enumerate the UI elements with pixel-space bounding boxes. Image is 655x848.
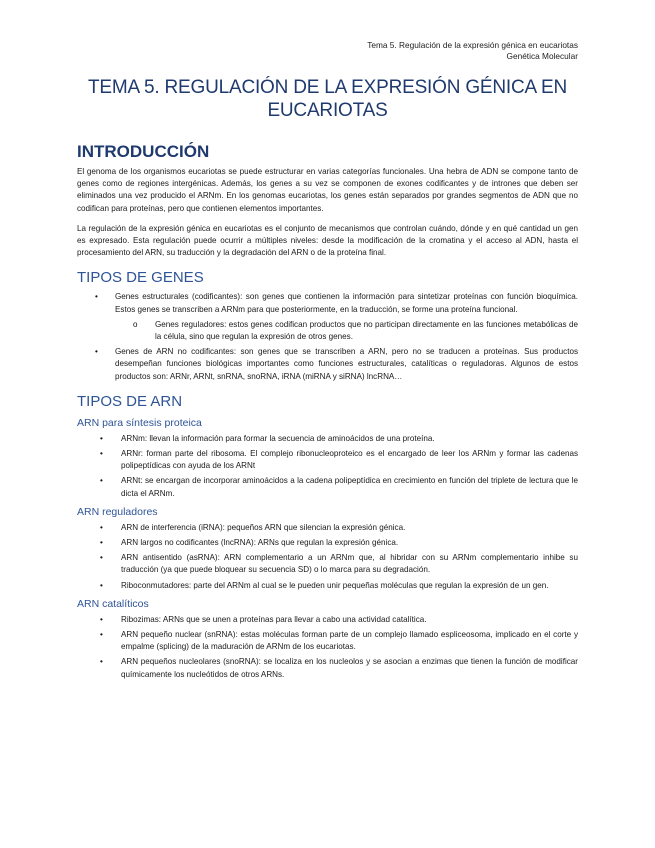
circle-bullet-icon: o [133, 319, 138, 329]
list-item-text: Genes de ARN no codificantes: son genes que se transcriben a ARN, pero no se traducen a proteínas. Sus productos desempeñan funciones biológicas importantes como funciones estructurales, catalíticas o reguladoras. Algunos de estos productos son: ARNr, ARNt, snRNA, snoRNA, iRNA (miRNA y siRNA) lncRNA… [115, 347, 578, 381]
arn-types-section [77, 393, 578, 681]
bullet-icon: • [100, 657, 103, 667]
protein-synthesis-heading: ARN para síntesis proteica [77, 416, 202, 429]
list-item [77, 656, 578, 680]
list-item-text: Riboconmutadores: parte del ARNm al cual se le pueden unir pequeñas moléculas que regulan la expresión de un gen. [121, 580, 549, 590]
list-item-text: ARN de interferencia (iRNA): pequeños ARN que silencian la expresión génica. [121, 522, 406, 532]
list-item-text: Genes estructurales (codificantes): son genes que contienen la información para sintetizar proteínas con función bioquímica. Estos genes se transcriben a ARNm para que posteriormente, en la traducción, se forme una proteína funcional. [115, 292, 578, 314]
list-item [77, 291, 578, 343]
list-item [77, 346, 578, 383]
intro-paragraph-1: El genoma de los organismos eucariotas se puede estructurar en varias categorías funcionales. Una hebra de ADN se compone tanto de genes como de regiones intergénicas. Además, los genes a su vez se componen de exones codificantes y de intrones que deben ser eliminados una vez producido el ARNm. En los genomas eucariotas, los genes están separados por grandes segmentos de ADN que no codifican para proteínas, pero que contienen elementos importantes. [77, 167, 578, 213]
list-item [77, 614, 578, 626]
list-item [77, 475, 578, 499]
list-item [77, 448, 578, 472]
bullet-icon: • [95, 347, 98, 357]
header-topic: Tema 5. Regulación de la expresión génica en eucariotas [367, 40, 578, 50]
catalytic-rna-heading: ARN catalíticos [77, 597, 149, 610]
bullet-icon: • [100, 553, 103, 563]
list-item [77, 522, 578, 534]
list-item [77, 319, 578, 343]
catalytic-rna-list [77, 614, 578, 681]
list-item-text: ARNr: forman parte del ribosoma. El complejo ribonucleoproteico es el encargado de leer los ARNm y formar las cadenas polipeptídicas con ayuda de los ARNt [121, 449, 578, 471]
bullet-icon: • [100, 538, 103, 548]
gene-types-section [77, 269, 578, 382]
list-item-text: ARNm: llevan la información para formar la secuencia de aminoácidos de una proteína. [121, 433, 435, 443]
list-item [77, 629, 578, 653]
introduction-heading: INTRODUCCIÓN [77, 142, 210, 161]
running-header [367, 40, 578, 62]
bullet-icon: • [100, 614, 103, 624]
bullet-icon: • [100, 580, 103, 590]
list-item-text: ARNt: se encargan de incorporar aminoácidos a la cadena polipeptídica en crecimiento en función del triplete de lectura que le dicta el ARNm. [121, 476, 578, 498]
bullet-icon: • [100, 433, 103, 443]
bullet-icon: • [100, 630, 103, 640]
list-item-text: ARN antisentido (asRNA): ARN complementario a un ARNm que, al hibridar con su ARNm complementario inhibe su traducción (ya que puede bloquear su secuencia SD) o lo marca para su degradación. [121, 553, 578, 575]
document-title: TEMA 5. REGULACIÓN DE LA EXPRESIÓN GÉNICA EN EUCARIOTAS [87, 77, 567, 121]
list-item [77, 552, 578, 576]
list-item-text: ARN pequeño nuclear (snRNA): estas moléculas forman parte de un complejo llamado espliceosoma, implicado en el corte y empalme (splicing) de la maduración de ARNm de los eucariotas. [121, 630, 578, 652]
list-item [77, 537, 578, 549]
list-item-text: Ribozimas: ARNs que se unen a proteínas para llevar a cabo una actividad catalítica. [121, 614, 427, 624]
protein-synthesis-list [77, 433, 578, 500]
gene-types-heading: TIPOS DE GENES [77, 269, 204, 287]
document-body [77, 142, 578, 685]
regulatory-rna-list [77, 522, 578, 592]
arn-types-heading: TIPOS DE ARN [77, 392, 183, 410]
bullet-icon: • [100, 449, 103, 459]
list-item-text: ARN pequeños nucleolares (snoRNA): se localiza en los nucleolos y se asocian a enzimas que tienen la función de modificar químicamente los nucleótidos de otros ARNs. [121, 657, 578, 679]
gene-types-list [77, 291, 578, 382]
list-item-text: Genes reguladores: estos genes codifican productos que no participan directamente en las funciones metabólicas de la célula, sino que regulan la expresión de otros genes. [155, 319, 578, 342]
header-course: Genética Molecular [506, 51, 578, 61]
intro-paragraph-2: La regulación de la expresión génica en eucariotas es el conjunto de mecanismos que controlan cuándo, dónde y en qué cantidad un gen es expresado. Esta regulación puede ocurrir a múltiples niveles: desde la modificación de la cromatina y el acceso al ADN, hasta el procesamiento del ARN, su traducción y la degradación del ARN o de la proteína final. [77, 223, 578, 258]
bullet-icon: • [100, 476, 103, 486]
list-item [77, 433, 578, 445]
introduction-section [77, 142, 578, 259]
list-item-text: ARN largos no codificantes (lncRNA): ARNs que regulan la expresión génica. [121, 538, 399, 548]
bullet-icon: • [100, 522, 103, 532]
regulatory-rna-heading: ARN reguladores [77, 505, 158, 518]
gene-types-sublist [115, 319, 578, 343]
bullet-icon: • [95, 292, 98, 302]
list-item [77, 580, 578, 592]
